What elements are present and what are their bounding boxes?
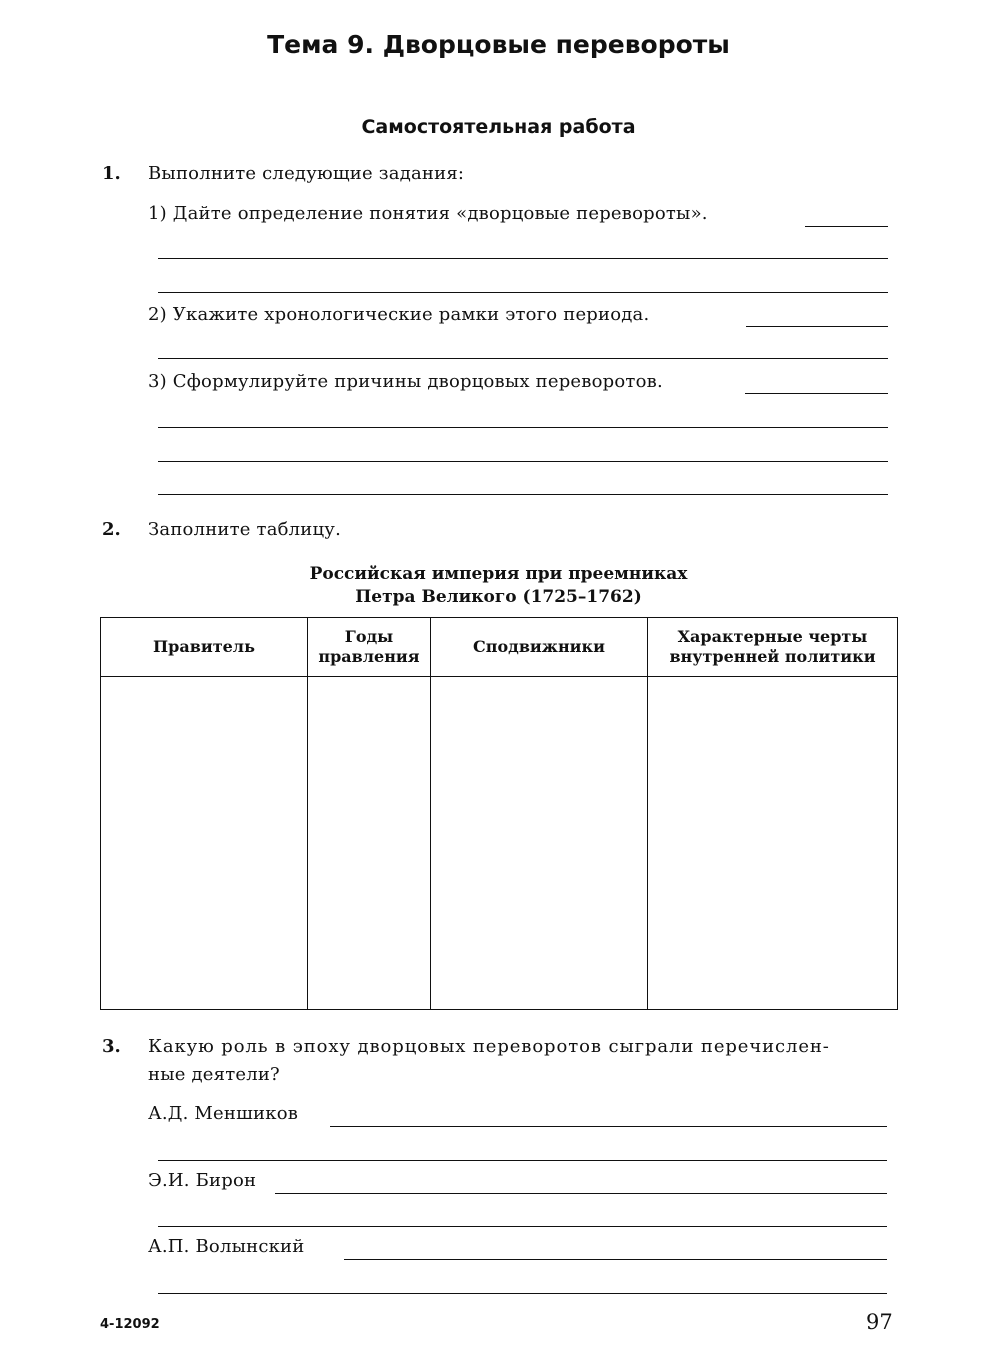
answer-line[interactable] — [330, 1126, 887, 1127]
table-cell-ruler[interactable] — [101, 677, 308, 1010]
table-caption-line1: Российская империя при преемниках — [309, 564, 688, 584]
answer-line[interactable] — [158, 461, 888, 462]
table-row — [101, 677, 898, 1010]
answer-line[interactable] — [158, 494, 888, 495]
task2-number: 2. — [102, 519, 121, 540]
answer-line[interactable] — [805, 226, 888, 227]
figure-volynsky: А.П. Волынский — [148, 1236, 305, 1257]
figure-menshikov: А.Д. Меншиков — [148, 1103, 299, 1124]
table-cell-years[interactable] — [308, 677, 431, 1010]
task1-number: 1. — [102, 163, 121, 184]
answer-line[interactable] — [158, 1293, 887, 1294]
section-subtitle: Самостоятельная работа — [361, 116, 636, 138]
answer-line[interactable] — [158, 358, 888, 359]
task3-question-line2: ные деятели? — [148, 1064, 280, 1085]
answer-line[interactable] — [158, 258, 888, 259]
table-cell-associates[interactable] — [431, 677, 648, 1010]
column-header-associates: Сподвижники — [431, 618, 648, 677]
figure-biron: Э.И. Бирон — [148, 1170, 257, 1191]
task3-number: 3. — [102, 1036, 121, 1057]
answer-line[interactable] — [745, 393, 888, 394]
answer-line[interactable] — [158, 292, 888, 293]
answer-line[interactable] — [344, 1259, 887, 1260]
task1-intro: Выполните следующие задания: — [148, 163, 465, 184]
page-number: 97 — [866, 1310, 893, 1334]
publication-code: 4-12092 — [100, 1317, 160, 1332]
table-header-row — [101, 618, 898, 677]
answer-line[interactable] — [158, 427, 888, 428]
task1-item-1: 1) Дайте определение понятия «дворцовые перевороты». — [148, 203, 708, 224]
table-cell-policy[interactable] — [648, 677, 898, 1010]
page-title: Тема 9. Дворцовые перевороты — [267, 30, 730, 59]
answer-line[interactable] — [275, 1193, 887, 1194]
answer-line[interactable] — [158, 1226, 887, 1227]
task1-item-2: 2) Укажите хронологические рамки этого периода. — [148, 304, 650, 325]
column-header-ruler: Правитель — [101, 618, 308, 677]
table-caption-line2: Петра Великого (1725–1762) — [355, 587, 642, 607]
answer-line[interactable] — [158, 1160, 887, 1161]
task3-question-line1: Какую роль в эпоху дворцовых переворотов сыграли перечислен- — [148, 1036, 830, 1057]
column-header-policy: Характерные черты внутренней политики — [648, 618, 898, 677]
rulers-table — [100, 617, 898, 1010]
task2-intro: Заполните таблицу. — [148, 519, 341, 540]
column-header-years: Годы правления — [308, 618, 431, 677]
task1-item-3: 3) Сформулируйте причины дворцовых переворотов. — [148, 371, 663, 392]
answer-line[interactable] — [746, 326, 888, 327]
